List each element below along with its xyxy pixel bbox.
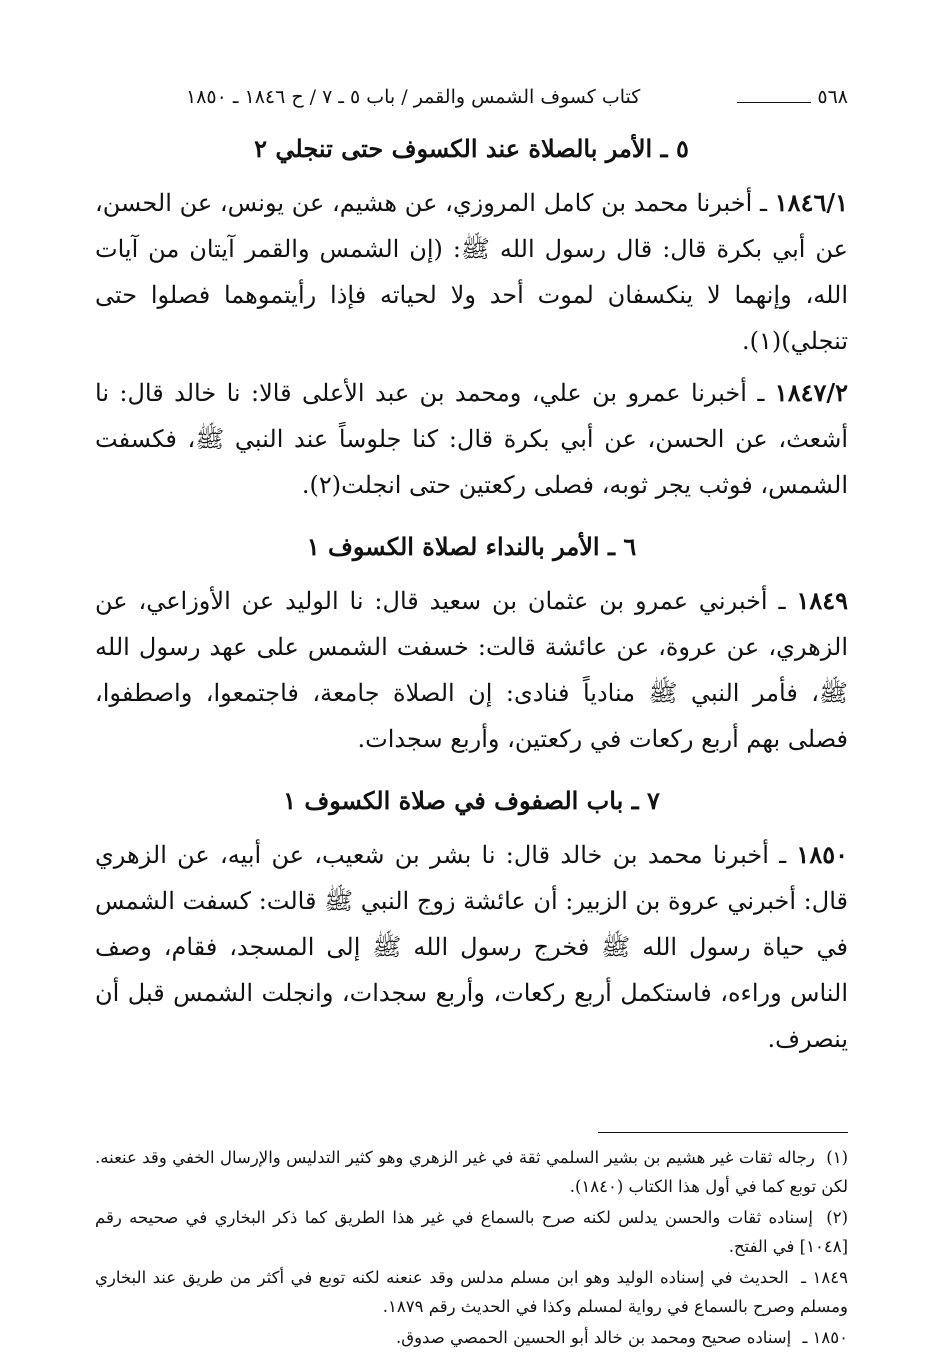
page-number: ٥٦٨ xyxy=(817,86,848,108)
section-heading-7: ٧ ـ باب الصفوف في صلاة الكسوف ١ xyxy=(283,786,660,815)
book-page xyxy=(95,80,849,1347)
section-heading-5: ٥ ـ الأمر بالصلاة عند الكسوف حتى تنجلي ٢ xyxy=(254,134,689,163)
footnote-1849 xyxy=(95,1263,848,1321)
footnote-1 xyxy=(95,1143,848,1201)
hadith-1850 xyxy=(95,832,848,1062)
footnote-text: إسناده صحيح ومحمد بن خالد أبو الحسين الحمصي صدوق. xyxy=(396,1328,792,1347)
hadith-1846 xyxy=(95,180,848,364)
footnote-mark: (١) xyxy=(826,1148,849,1167)
hadith-text: ـ أخبرنا عمرو بن علي، ومحمد بن عبد الأعلى قالا: نا خالد قال: نا أشعث، عن الحسن، عن أبي بكرة قال: كنا جلوساً عند النبي ﷺ، فكسفت الشمس، فوثب يجر ثوبه، فصلى ركعتين حتى انجلت(٢). xyxy=(95,379,848,499)
hadith-number: ١٨٥٠ xyxy=(796,840,848,869)
section-heading-6: ٦ ـ الأمر بالنداء لصلاة الكسوف ١ xyxy=(306,532,637,561)
footnote-1850 xyxy=(95,1323,848,1352)
hadith-text: ـ أخبرنا محمد بن كامل المروزي، عن هشيم، عن يونس، عن الحسن، عن أبي بكرة قال: قال رسول الله ﷺ: (إن الشمس والقمر آيتان من آيات الله، وإنهما لا ينكسفان لموت أحد ولا لحياته فإذا رأيتموهما فصلوا حتى تنجلي)(١). xyxy=(95,189,848,355)
hadith-1847 xyxy=(95,370,848,508)
hadith-number: ١٨٤٧/٢ xyxy=(774,378,849,407)
footnote-text: الحديث في إسناده الوليد وهو ابن مسلم مدلس وقد عنعنه لكنه توبع في أكثر من طريق عند البخاري ومسلم وصرح بالسماع في رواية لمسلم وكذا في الحديث رقم ١٨٧٩. xyxy=(95,1268,848,1316)
footnote-divider xyxy=(598,1132,848,1133)
footnote-text: إسناده ثقات والحسن يدلس لكنه صرح بالسماع في غير هذا الطريق كما ذكر البخاري في صحيحه رقم [١٠٤٨] في الفتح. xyxy=(95,1208,848,1256)
footnote-mark: ١٨٥٠ ـ xyxy=(802,1328,848,1347)
footnote-text: رجاله ثقات غير هشيم بن بشير السلمي ثقة في غير الزهري وهو كثير التدليس والإرسال الخفي وقد عنعنه. لكن توبع كما في أول هذا الكتاب (١٨٤٠). xyxy=(95,1148,848,1196)
hadith-text: ـ أخبرنا محمد بن خالد قال: نا بشر بن شعيب، عن أبيه، عن الزهري قال: أخبرني عروة بن الزبير: أن عائشة زوج النبي ﷺ قالت: كسفت الشمس في حياة رسول الله ﷺ فخرج رسول الله ﷺ إلى المسجد، فقام، وصف الناس وراءه، فاستكمل أربع ركعات، وأربع سجدات، وانجلت الشمس قبل أن ينصرف. xyxy=(95,841,848,1053)
hadith-1849 xyxy=(95,578,848,762)
footnotes xyxy=(95,1143,848,1352)
running-title: كتاب كسوف الشمس والقمر / باب ٥ ـ ٧ / ح ١٨٤٦ ـ ١٨٥٠ xyxy=(186,86,641,108)
footnote-mark: (٢) xyxy=(826,1208,849,1227)
hadith-number: ١٨٤٦/١ xyxy=(774,188,848,217)
hadith-text: ـ أخبرني عمرو بن عثمان بن سعيد قال: نا الوليد عن الأوزاعي، عن الزهري، عن عروة، عن عائشة قالت: خسفت الشمس على عهد رسول الله ﷺ، فأمر النبي ﷺ منادياً فنادى: إن الصلاة جامعة، فاجتمعوا، واصطفوا، فصلى بهم أربع ركعات في ركعتين، وأربع سجدات. xyxy=(95,587,848,753)
hadith-number: ١٨٤٩ xyxy=(796,586,848,615)
running-header xyxy=(95,80,848,114)
header-rule xyxy=(737,102,811,103)
footnote-2 xyxy=(95,1203,848,1261)
footnote-mark: ١٨٤٩ ـ xyxy=(801,1268,848,1287)
